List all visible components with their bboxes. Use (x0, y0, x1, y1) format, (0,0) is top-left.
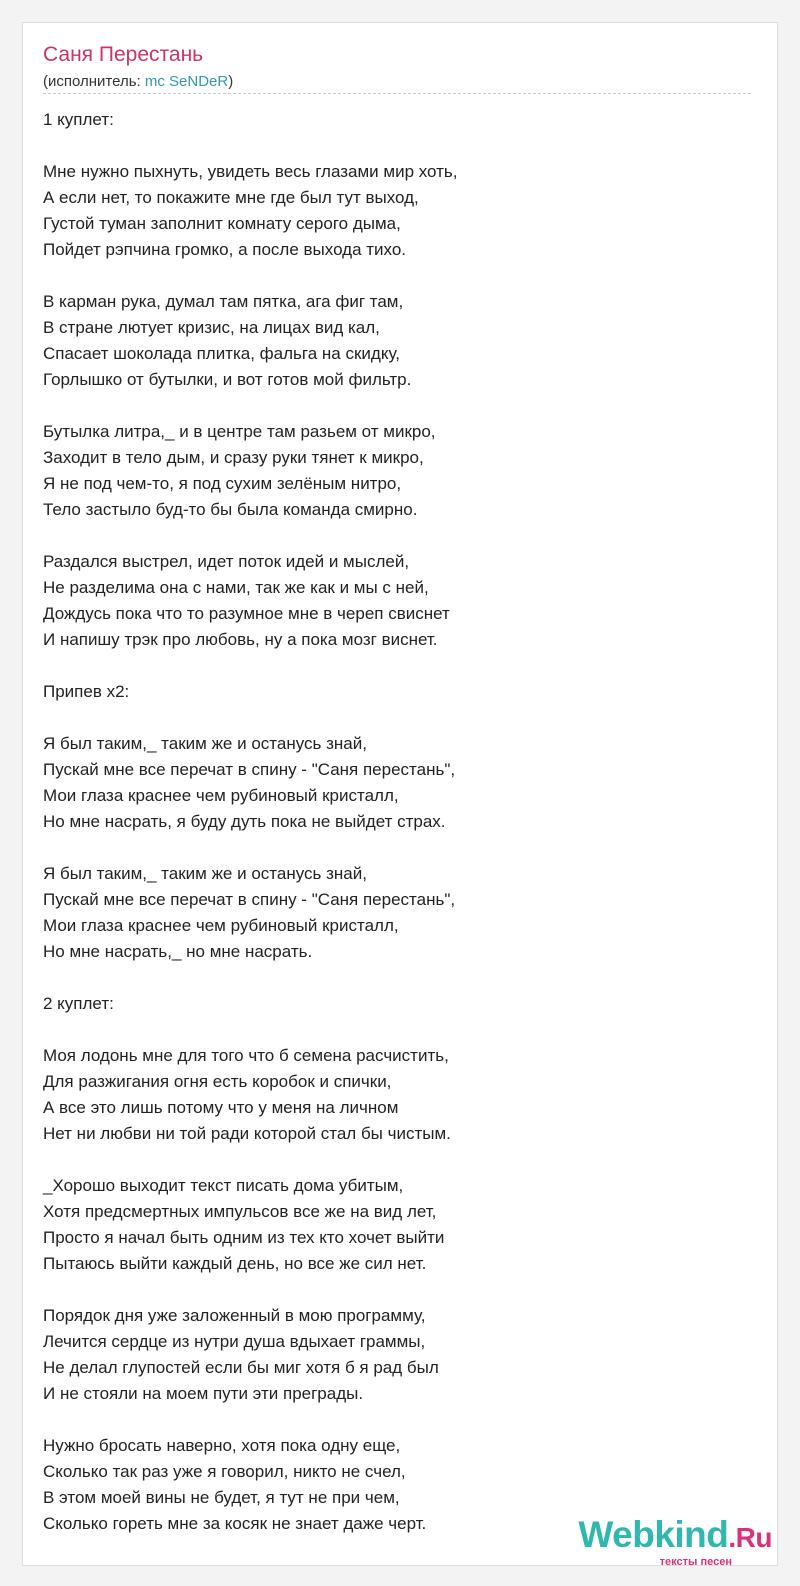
lyric-line: Раздался выстрел, идет поток идей и мыслей, (43, 552, 410, 571)
header-divider (43, 93, 751, 94)
lyric-line: Моя лодонь мне для того что б семена расчистить, (43, 1046, 449, 1065)
lyric-line: _Хорошо выходит текст писать дома убитым, (43, 1176, 404, 1195)
stanza-gap (43, 393, 758, 419)
stanza-gap (43, 133, 758, 159)
stanza-gap (43, 263, 758, 289)
lyric-line: Пытаюсь выйти каждый день, но все же сил нет. (43, 1254, 427, 1273)
lyric-line: Пускай мне все перечат в спину - "Саня перестань", (43, 760, 456, 779)
stanza-gap (43, 1277, 758, 1303)
lyric-line: Порядок дня уже заложенный в мою программу, (43, 1306, 426, 1325)
logo-tld: .Ru (728, 1522, 772, 1553)
lyric-line: Пойдет рэпчина громко, а после выхода тихо. (43, 240, 407, 259)
lyric-line: Густой туман заполнит комнату серого дыма, (43, 214, 401, 233)
lyric-line: А если нет, то покажите мне где был тут выход, (43, 188, 419, 207)
lyric-line: В этом моей вины не будет, я тут не при чем, (43, 1488, 400, 1507)
logo-wordmark (578, 1514, 772, 1556)
lyrics-text (43, 107, 758, 1537)
lyric-line: Я был таким,_ таким же и останусь знай, (43, 734, 367, 753)
lyric-line: И не стояли на моем пути эти преграды. (43, 1384, 364, 1403)
lyrics-card (22, 22, 778, 1566)
lyric-line: Но мне насрать, я буду дуть пока не выйдет страх. (43, 812, 446, 831)
lyric-line: Не делал глупостей если бы миг хотя б я рад был (43, 1358, 439, 1377)
lyric-line: 1 куплет: (43, 110, 114, 129)
stanza-gap (43, 1017, 758, 1043)
lyric-line: Я был таким,_ таким же и останусь знай, (43, 864, 367, 883)
lyric-line: Мои глаза краснее чем рубиновый кристалл, (43, 786, 399, 805)
artist-line (43, 73, 233, 90)
lyric-line: Мои глаза краснее чем рубиновый кристалл, (43, 916, 399, 935)
stanza-gap (43, 1407, 758, 1433)
lyric-line: В стране лютует кризис, на лицах вид кал, (43, 318, 380, 337)
stanza-gap (43, 653, 758, 679)
lyric-line: 2 куплет: (43, 994, 114, 1013)
artist-suffix: ) (228, 73, 234, 90)
lyric-line: Заходит в тело дым, и сразу руки тянет к микро, (43, 448, 424, 467)
lyric-line: Не разделима она с нами, так же как и мы с ней, (43, 578, 429, 597)
stanza-gap (43, 835, 758, 861)
lyric-line: Но мне насрать,_ но мне насрать. (43, 942, 313, 961)
lyric-line: Я не под чем-то, я под сухим зелёным нитро, (43, 474, 402, 493)
lyric-line: Хотя предсмертных импульсов все же на вид лет, (43, 1202, 437, 1221)
lyric-line: Мне нужно пыхнуть, увидеть весь глазами мир хоть, (43, 162, 458, 181)
webkind-logo[interactable] (578, 1514, 772, 1568)
lyric-line: Лечится сердце из нутри душа вдыхает граммы, (43, 1332, 426, 1351)
logo-tagline: тексты песен (659, 1556, 732, 1568)
song-title: Саня Перестань (43, 43, 204, 66)
stanza-gap (43, 523, 758, 549)
stanza-gap (43, 1147, 758, 1173)
lyric-line: Нет ни любви ни той ради которой стал бы чистым. (43, 1124, 451, 1143)
lyric-line: В карман рука, думал там пятка, ага фиг там, (43, 292, 404, 311)
lyric-line: Пускай мне все перечат в спину - "Саня перестань", (43, 890, 456, 909)
artist-prefix: (исполнитель: (43, 73, 145, 90)
lyric-line: Горлышко от бутылки, и вот готов мой фильтр. (43, 370, 412, 389)
lyric-line: Тело застыло буд-то бы была команда смирно. (43, 500, 418, 519)
lyric-line: И напишу трэк про любовь, ну а пока мозг виснет. (43, 630, 438, 649)
stanza-gap (43, 705, 758, 731)
artist-link[interactable]: mc SeNDeR (144, 73, 229, 90)
lyric-line: Спасает шоколада плитка, фальга на скидку, (43, 344, 400, 363)
lyric-line: Сколько гореть мне за косяк не знает даже черт. (43, 1514, 427, 1533)
lyric-line: Припев x2: (43, 682, 130, 701)
lyric-line: Дождусь пока что то разумное мне в череп свиснет (43, 604, 450, 623)
logo-brand: Webkind (578, 1514, 729, 1555)
lyric-line: Для разжигания огня есть коробок и спички, (43, 1072, 392, 1091)
stanza-gap (43, 965, 758, 991)
lyric-line: Просто я начал быть одним из тех кто хочет выйти (43, 1228, 445, 1247)
lyric-line: Сколько так раз уже я говорил, никто не счел, (43, 1462, 406, 1481)
lyric-line: А все это лишь потому что у меня на личном (43, 1098, 399, 1117)
lyric-line: Нужно бросать наверно, хотя пока одну еще, (43, 1436, 401, 1455)
lyric-line: Бутылка литра,_ и в центре там разьем от микро, (43, 422, 436, 441)
